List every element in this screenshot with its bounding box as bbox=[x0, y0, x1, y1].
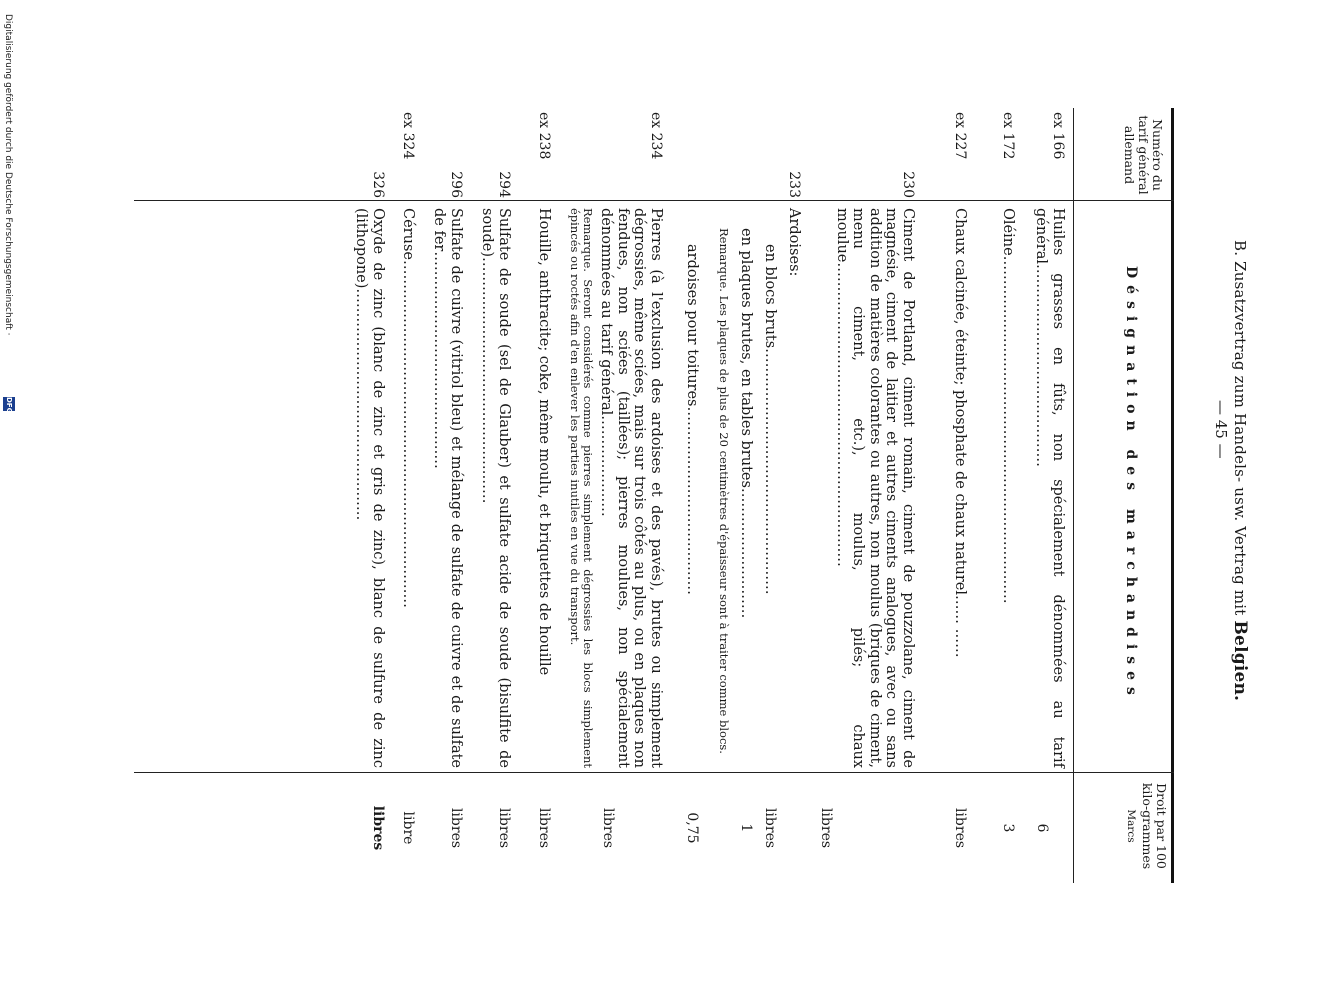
column-header-designation: Désignation des marchandises bbox=[1123, 266, 1139, 702]
row-number: ex 324 bbox=[400, 112, 416, 160]
table-header-rule bbox=[1073, 108, 1074, 883]
row-description: ardoises pour toitures………………………………… bbox=[684, 244, 700, 596]
running-title-country: Belgien. bbox=[1230, 620, 1250, 702]
row-number: ex 238 bbox=[536, 112, 552, 160]
row-description: Ciment de Portland, ciment romain, ciment de pouzzolane, ciment de magnésie, ciment de laitier et autres ciments analogues, avec ou sans addition de matières colorantes ou autres, non moulus (briques de ciment, menu ciment, etc.), moulus, pilés; chaux moulue……………………………………………………… bbox=[834, 208, 916, 768]
row-description: Sulfate de cuivre (vitriol bleu) et mélange de sulfate de cuivre et de sulfate de fer……………………………………… bbox=[431, 208, 464, 768]
row-number: 296 bbox=[448, 171, 464, 198]
row-duty: libres bbox=[370, 805, 386, 851]
column-header-duty bbox=[1124, 776, 1168, 876]
row-duty: 6 bbox=[1034, 823, 1050, 833]
row-duty: 0,75 bbox=[684, 812, 700, 844]
page-number: — 45 — bbox=[1212, 400, 1230, 459]
column-divider-right bbox=[134, 772, 1174, 773]
row-duty: libres bbox=[496, 807, 512, 849]
row-description: Ardoises: bbox=[786, 208, 802, 277]
row-duty: libre bbox=[400, 811, 416, 845]
running-title-text: B. Zusatzvertrag zum Handels- usw. Vertrag mit bbox=[1231, 240, 1249, 616]
dfg-logo: DFG bbox=[5, 397, 13, 414]
row-duty: libres bbox=[600, 807, 616, 849]
row-number: 233 bbox=[786, 171, 802, 198]
row-description: Huiles grasses en fûts, non spécialement dénommées au tarif général…………………………………… bbox=[1033, 208, 1066, 768]
row-duty: libres bbox=[818, 807, 834, 849]
row-description: Oxyde de zinc (blanc de zinc et gris de zinc), blanc de sulfure de zinc (lithopone)………………………………………… bbox=[353, 208, 386, 768]
row-duty: libres bbox=[448, 807, 464, 849]
row-duty: 1 bbox=[738, 823, 754, 833]
row-number: ex 166 bbox=[1050, 112, 1066, 160]
row-description: Céruse……………………………………………………………… bbox=[400, 208, 416, 608]
row-description: Oléine……………………………………………………………… bbox=[1000, 208, 1016, 604]
column-divider-left bbox=[134, 200, 1174, 201]
row-duty: 3 bbox=[1000, 823, 1016, 833]
row-note: Remarque. Les plaques de plus de 20 centimètres d'épaisseur sont à traiter comme blocs. bbox=[717, 228, 731, 754]
row-description: en blocs bruts…………………………………………… bbox=[762, 244, 778, 595]
running-title bbox=[1230, 240, 1250, 701]
row-number: 230 bbox=[900, 171, 916, 198]
row-note: Remarque. Seront considérés comme pierres simplement dégrossies les blocs simplement épincés ou roctés afin d'en enlever les parties inutiles en vue du transport. bbox=[568, 208, 595, 768]
row-number: 294 bbox=[496, 171, 512, 198]
table-top-rule bbox=[1171, 108, 1174, 883]
row-number: ex 227 bbox=[952, 112, 968, 160]
row-description: Houille, anthracite; coke, même moulu, et briquettes de houille bbox=[536, 208, 552, 676]
page-header bbox=[1212, 200, 1252, 960]
duty-header-text: Droit par 100 kilo-grammes bbox=[1140, 782, 1169, 870]
row-duty: libres bbox=[536, 807, 552, 849]
digitization-credit: Digitalisierung gefördert durch die Deutsche Forschungsgemeinschaft · bbox=[3, 14, 13, 336]
row-number: ex 234 bbox=[648, 112, 664, 160]
row-number: ex 172 bbox=[1000, 112, 1016, 160]
duty-header-unit: Marcs bbox=[1125, 809, 1137, 843]
row-description: Pierres (à l'exclusion des ardoises et des pavés), brutes ou simplement dégrossies, même sciées, mais sur trois côtés au plus, ou en plaques non fendues, non sciées (taillées); pierres moulues, non spécialement dénommées au tarif général………………… bbox=[598, 208, 664, 768]
column-header-number: Numéro du tarif général allemand bbox=[1122, 115, 1165, 195]
row-description: Sulfate de soude (sel de Glauber) et sulfate acide de soude (bisulfite de soude)…………………………………………… bbox=[479, 208, 512, 768]
row-description: Chaux calcinée, éteinte; phosphate de chaux naturel…… …… bbox=[952, 208, 968, 658]
row-number: 326 bbox=[370, 171, 386, 198]
row-description: en plaques brutes, en tables brutes……………………… bbox=[738, 228, 754, 619]
tariff-table bbox=[134, 108, 1174, 883]
row-duty: libres bbox=[762, 807, 778, 849]
row-duty: libres bbox=[952, 807, 968, 849]
